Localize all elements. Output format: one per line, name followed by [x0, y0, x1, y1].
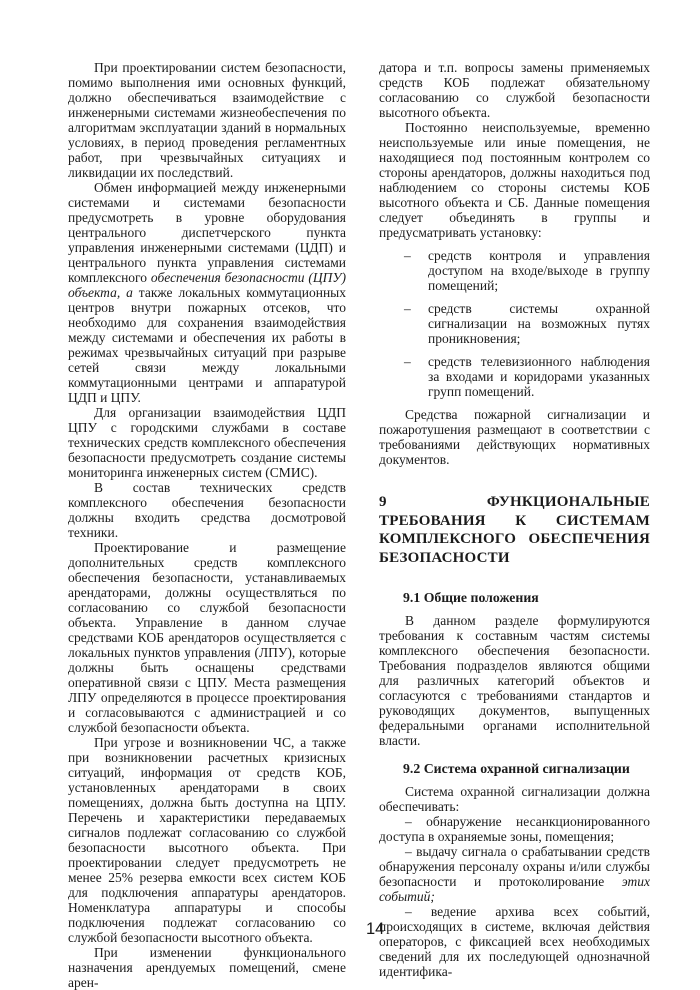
paragraph-security-alarm-intro: Система охранной сигнализации должна обеспечивать:	[379, 784, 650, 814]
paragraph-city-services: Для организации взаимодействия ЦДП ЦПУ с городскими службами в составе технических средств комплексного обеспечения безопасности предусмотреть создание системы мониторинга инженерных систем (СМИС).	[68, 405, 346, 480]
paragraph-tenant-change-continued: датора и т.п. вопросы замены применяемых средств КОБ подлежат обязательному согласованию со службой безопасности высотного объекта.	[379, 60, 650, 120]
dash-list	[379, 248, 650, 399]
paragraph-segment: – выдачу сигнала о срабатывании средств обнаружения персоналу охраны и/или службы безопасности и протоколирование	[379, 844, 650, 889]
page-number: 14	[366, 920, 385, 938]
paragraph-alarm-requirement-3: – ведение архива всех событий, происходящих в системе, включая действия операторов, с фиксацией всех необходимых сведений для их последующей однозначной идентифика-	[379, 904, 650, 979]
section-9-2-heading: 9.2 Система охранной сигнализации	[403, 761, 630, 776]
list-item	[379, 301, 650, 346]
paragraph-emergency-info: При угрозе и возникновении ЧС, а также при возникновении расчетных кризисных ситуаций, информация от средств КОБ, установленных арендаторами в своих помещениях, должна быть доступна на ЦПУ. Перечень и характеристики передаваемых сигналов подлежат согласованию со службой безопасности высотного объекта. При проектировании следует предусмотреть не менее 25% резерва емкости всех систем КОБ для подключения аппаратуры арендаторов. Номенклатура аппаратуры и способы подключения подлежат согласованию со службой безопасности высотного объекта.	[68, 735, 346, 945]
list-item	[379, 354, 650, 399]
paragraph-information-exchange	[68, 180, 346, 405]
emphasis-text: этих событий;	[379, 874, 650, 904]
paragraph-alarm-requirement-1: – обнаружение несанкционированного доступа в охраняемые зоны, помещения;	[379, 814, 650, 844]
list-item-text: средств контроля и управления доступом на входе/выходе в группу помещений;	[428, 248, 650, 293]
dash-marker: –	[404, 354, 411, 369]
paragraph-segment: также локальных коммутационных центров внутри пожарных отсеков, что необходимо для сохранения взаимодействия между системами и обеспечения их работы в режимах чрезвычайных ситуаций при разрыве сетей связи между локальными коммутационными центрами и аппаратурой ЦДП и ЦПУ.	[68, 285, 347, 405]
list-item-text: средств системы охранной сигнализации на возможных путях проникновения;	[428, 301, 650, 346]
list-item-text: средств телевизионного наблюдения за входами и коридорами указанных групп помещений.	[428, 354, 650, 399]
paragraph-alarm-requirement-2	[379, 844, 650, 904]
emphasis-text: обеспечения безопасности (ЦПУ) объекта, а	[68, 270, 346, 300]
paragraph-unused-premises: Постоянно неиспользуемые, временно неиспользуемые или иные помещения, не находящиеся под постоянным контролем со стороны арендаторов, должны находиться под наблюдением со стороны системы КОБ высотного объекта и СБ. Данные помещения следует объединять в группы и предусматривать установку:	[379, 120, 650, 240]
dash-marker: –	[404, 248, 411, 263]
paragraph-general-provisions: В данном разделе формулируются требования к составным частям системы комплексного обеспечения безопасности. Требования подразделов являются общими для различных категорий объектов и согласуются с требованиями стандартов и руководящих документов, выпущенных федеральными органами исполнительной власти.	[379, 613, 650, 748]
dash-marker: –	[404, 301, 411, 316]
paragraph-tenant-equipment: Проектирование и размещение дополнительных средств комплексного обеспечения безопасности, устанавливаемых арендаторами, должны осуществляться по согласованию со службой безопасности объекта. Управление в данном случае средствами КОБ арендаторов осуществляется с локальных пунктов управления (ЛПУ), которые должны быть оснащены средствами оперативной связи с ЦПУ. Места размещения ЛПУ определяются в процессе проектирования и согласовываются с администрацией и со службой безопасности объекта.	[68, 540, 346, 735]
section-9-heading: 9 ФУНКЦИОНАЛЬНЫЕ ТРЕБОВАНИЯ К СИСТЕМАМ КОМПЛЕКСНОГО ОБЕСПЕЧЕНИЯ БЕЗОПАСНОСТИ	[379, 494, 650, 566]
paragraph-inspection-equipment: В состав технических средств комплексного обеспечения безопасности должны входить средства досмотровой техники.	[68, 480, 346, 540]
paragraph-tenant-change: При изменении функционального назначения арендуемых помещений, смене арен-	[68, 945, 346, 990]
paragraph-segment: Обмен информацией между инженерными системами и системами безопасности предусмотреть в уровне оборудования центрального диспетчерского пункта управления инженерными системами (ЦДП) и центрального пункта управления системами комплексного	[68, 180, 346, 285]
list-item	[379, 248, 650, 293]
section-9-1-heading: 9.1 Общие положения	[403, 590, 539, 605]
left-column	[68, 60, 346, 990]
paragraph-design-interaction: При проектировании систем безопасности, помимо выполнения ими основных функций, должно обеспечиваться взаимодействие с инженерными системами жизнеобеспечения по алгоритмам эксплуатации зданий в нормальных условиях, в период проведения регламентных работ, при чрезвычайных ситуациях и ликвидации их последствий.	[68, 60, 346, 180]
paragraph-fire-alarm: Средства пожарной сигнализации и пожаротушения размещают в соответствии с требованиями действующих нормативных документов.	[379, 407, 650, 467]
right-column	[379, 60, 650, 990]
